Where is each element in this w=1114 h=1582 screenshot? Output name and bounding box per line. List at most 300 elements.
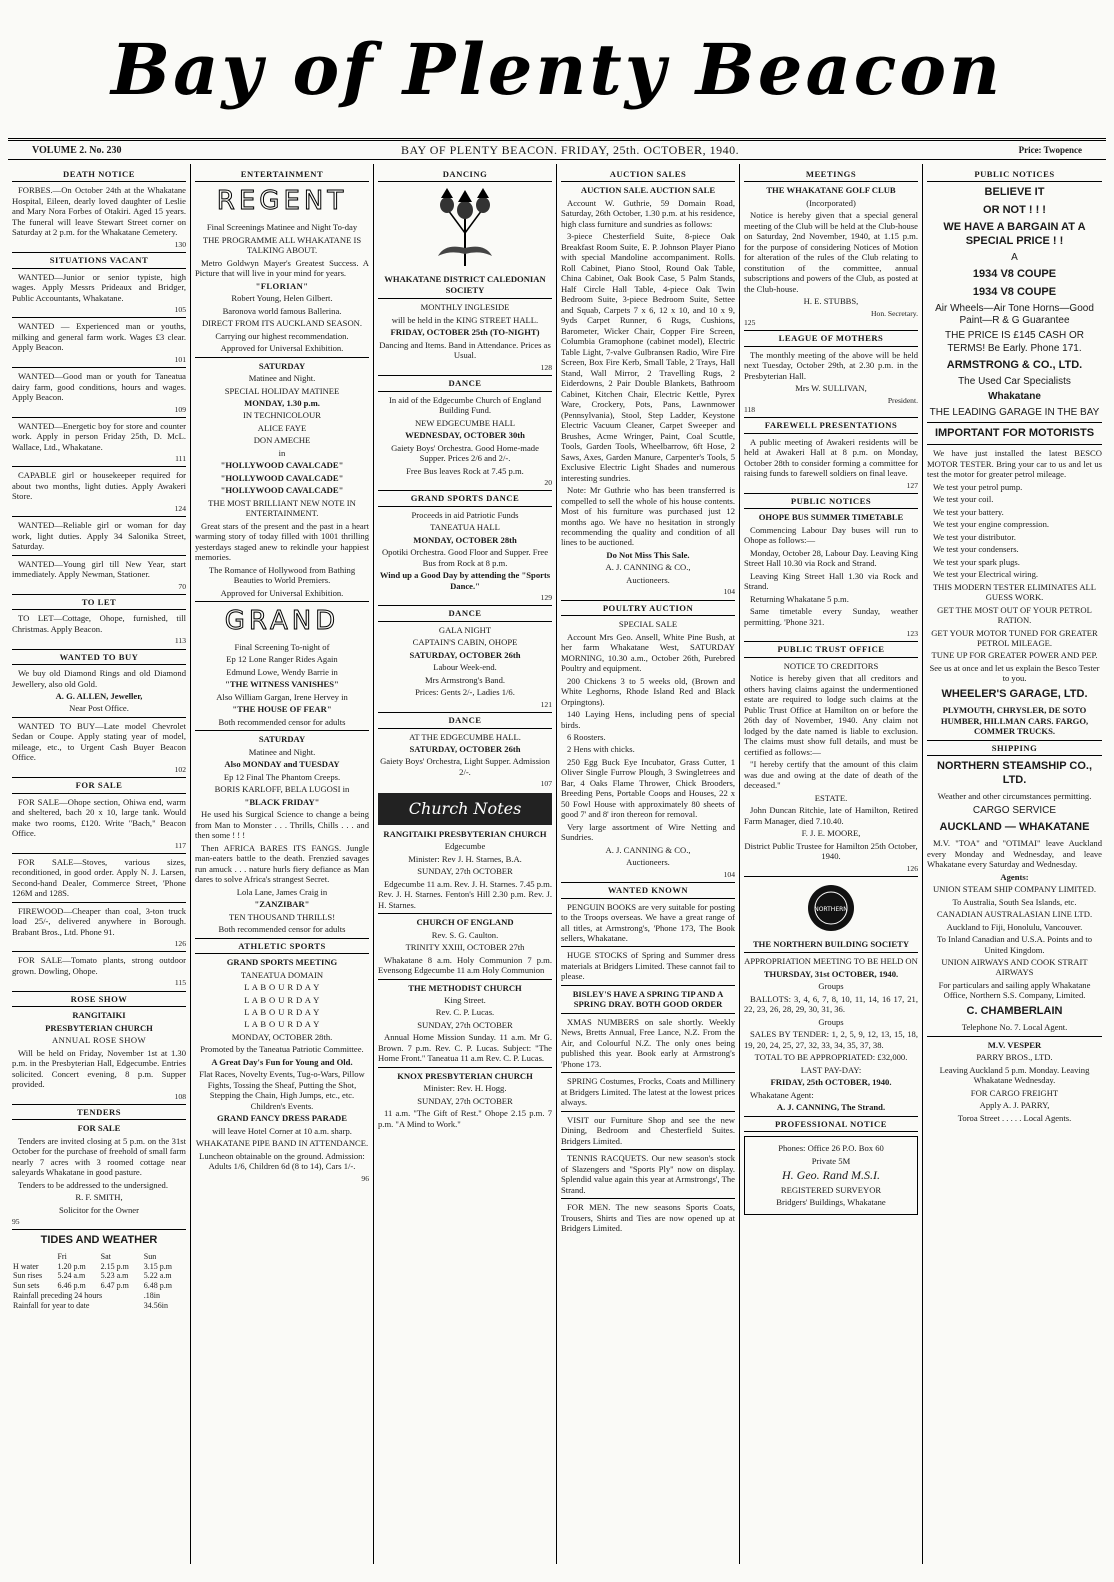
divider [561,1111,735,1112]
divider [378,979,552,980]
cinema-line: THE PROGRAMME ALL WHAKATANE IS TALKING ABOUT. [202,234,362,256]
dateline-center: BAY OF PLENTY BEACON. FRIDAY, 25th. OCTOBER, 1940. [400,142,740,157]
club-line: (Incorporated) [806,197,856,208]
ad-number: 109 [174,404,186,414]
cinema-line: in [278,447,286,458]
divider [561,985,735,986]
pto-text: John Duncan Ritchie, late of Hamilton, Retired Farm Manager, died 7.10.40. [744,805,918,826]
tides-cell: Rainfall preceding 24 hours [13,1290,103,1300]
tides-cell: Sun sets [13,1281,40,1291]
tides-header-cell [12,1252,56,1262]
dance-line: SATURDAY, OCTOBER 26th [409,649,521,660]
church-name: THE METHODIST CHURCH [408,982,522,993]
masthead [8,0,1106,138]
ad-line: Weather and other circumstances permitting. [937,791,1092,802]
classified-ad: We buy old Diamond Rings and old Diamond Jewellery, also old Gold. [12,668,186,689]
wanted-known-ad: XMAS NUMBERS on sale shortly. Weekly News, Bretts Annual, Free Lance, N.Z. From the Air, and Colourful N.Z. The only ones being published this year. Book early at Armstrong's 'Phone 173. [561,1016,735,1069]
signatory-title: Hon. Secretary. [871,308,918,318]
surveyor-title: REGISTERED SURVEYOR [780,1184,882,1195]
film-title: "FLORIAN" [255,280,309,291]
society-line: APPROPRIATION MEETING TO BE HELD ON [744,956,918,967]
tides-row [12,1271,186,1281]
cinema-line: He used his Surgical Science to change a being from Man to Monster . . . Thrills, Chills . . . and then some ! ! ! [195,809,369,841]
ad-line: THIS MODERN TESTER ELIMINATES ALL GUESS WORK. [932,581,1097,603]
cinema-line: BORIS KARLOFF, BELA LUGOSI in [214,784,350,795]
ad-headline: IMPORTANT FOR MOTORISTS [934,426,1095,439]
column-1 [8,164,191,1564]
sports-line: A Great Day's Fun for Young and Old. [211,1056,353,1067]
tides-row [12,1301,186,1311]
ad-line: PLYMOUTH, CHRYSLER, DE SOTO HUMBER, HILLMAN CARS. FARGO, COMMER TRUCKS. [940,705,1089,737]
divider [195,601,369,602]
section-heading: WANTED KNOWN [561,882,735,898]
ad-headline: AUCKLAND — WHAKATANE [939,820,1090,833]
tides-cell: Sun rises [13,1271,43,1281]
surveyor-phones: Phones: Office 26 P.O. Box 60 [778,1143,884,1154]
ad-headline: WHEELER'S GARAGE, LTD. [941,687,1088,700]
dance-line: Labour Week-end. [433,662,497,673]
bus-heading: OHOPE BUS SUMMER TIMETABLE [758,512,904,523]
sports-line: WHAKATANE PIPE BAND IN ATTENDANCE. [195,1138,369,1149]
tides-cell: 1.20 p.m [57,1261,86,1271]
ad-line: See us at once and let us explain the Besco Tester to you. [929,662,1100,684]
classified-ad: WANTED—Junior or senior typiste, high wages. Apply Messrs Prideaux and Bridger, Public Accountants, Whakatane. [12,271,186,303]
society-line: LAST PAY-DAY: [800,1064,862,1075]
ad-line: UNION STEAM SHIP COMPANY LIMITED. [932,884,1097,895]
price: Price: Twopence [1018,145,1082,155]
cinema-line: DON AMECHE [253,435,311,446]
dance-line: Prices: Gents 2/-, Ladies 1/6. [415,687,515,698]
section-heading: PROFESSIONAL NOTICE [744,1116,918,1132]
ad-line: GET YOUR MOTOR TUNED FOR GREATER PETROL MILEAGE. [931,627,1098,648]
bus-text: Returning Whakatane 5 p.m. [750,593,849,604]
column-3 [374,164,557,1564]
film-title: "HOLLYWOOD CAVALCADE" [220,460,344,471]
society-line: TOTAL TO BE APPROPRIATED: £32,000. [754,1052,908,1063]
ad-headline: OR NOT ! ! ! [983,203,1046,216]
tenders-signature: R. F. SMITH, [75,1192,123,1203]
auction-text: Account Mrs Geo. Ansell, White Pine Bush, at her farm Whakatane West, SATURDAY MORNING, 10.30 a.m., October 26th, Purebred Poultry and equipment. [561,631,735,674]
test-list-item: We test your petrol pump. [933,481,1023,492]
dance-line: Mrs Armstrong's Band. [424,674,506,685]
tides-header-cell: Sun [143,1251,157,1261]
divider [561,1149,735,1150]
bus-text: Monday, October 28, Labour Day. Leaving King Street Hall 10.30 via Rock and Strand. [744,547,918,569]
column-2 [191,164,374,1564]
divider [927,444,1102,445]
auctioneer-title: Auctioneers. [626,857,670,868]
labour-day-line: L A B O U R D A Y [244,1006,320,1017]
signatory: F. J. E. MOORE, [801,828,861,839]
divider [12,951,186,952]
northern-logo-icon [744,883,918,933]
divider [744,876,918,877]
ad-number: 129 [540,593,552,603]
ad-number: 113 [174,636,186,646]
auction-text: Do Not Miss This Sale. [606,549,690,560]
auction-text: 2 Hens with chicks. [567,744,635,755]
section-heading: FOR SALE [12,777,186,793]
divider [12,717,186,718]
bus-text: Same timetable every Sunday, weather permitting. 'Phone 321. [744,606,918,627]
tenders-text: Tenders to be addressed to the undersigned. [18,1179,168,1190]
cinema-line: Matinee and Night. [248,373,316,384]
surveyor-address: Bridgers' Buildings, Whakatane [776,1197,886,1208]
church-line: 11 a.m. "The Gift of Rest." Ohope 2.15 p.m. 7 p.m. "A Mind to Work." [378,1108,552,1129]
film-title: "THE HOUSE OF FEAR" [232,704,332,715]
church-line: Rev. C. P. Lucas. [435,1007,495,1018]
cinema-line: IN TECHNICOLOUR [243,410,321,421]
society-line: Groups [818,981,844,992]
classified-ad: FOR SALE—Stoves, various sizes, reconditioned, in good order. Apply N. J. Larsen, Second-hand Dealer, Commerce Street, 'Phone 126M and 128S. [12,856,186,899]
church-line: SUNDAY, 27th OCTOBER [417,866,513,877]
ad-line: CANADIAN AUSTRALASIAN LINE LTD. [936,909,1093,920]
column-4 [557,164,740,1564]
tenders-subheading: FOR SALE [77,1123,121,1134]
ad-number: 123 [906,629,918,639]
regent-logo: REGENT [216,186,348,217]
test-list-item: We test your coil. [933,494,994,505]
film-title: "THE WITNESS VANISHES" [225,679,339,690]
columns [8,164,1106,1564]
dance-line: Dancing and Items. Band in Attendance. Prices as Usual. [379,339,551,361]
tides-cell: 5.24 a.m [57,1271,86,1281]
film-title: "BLACK FRIDAY" [244,796,320,807]
church-line: Whakatane 8 a.m. Holy Communion 7 p.m. Evensong Edgecumbe 11 a.m Holy Communion [378,954,552,976]
bus-text: Commencing Labour Day buses will run to Ohope as follows:— [744,524,918,546]
ad-number: 108 [174,1091,186,1101]
cinema-line: The Romance of Hollywood from Bathing Beauties to World Premiers. [208,564,356,586]
ad-headline: WE HAVE A BARGAIN AT A SPECIAL PRICE ! ! [943,221,1086,247]
cinema-line: Approved for Universal Exhibition. [220,587,344,598]
tides-cell: Rainfall for year to date [13,1300,90,1310]
section-heading: MEETINGS [744,167,918,182]
church-line: Rev. S. G. Caulton. [431,929,499,940]
section-heading: LEAGUE OF MOTHERS [744,330,918,346]
church-line: King Street. [444,994,486,1005]
ad-line: The Used Car Specialists [958,376,1071,388]
classified-ad: FIREWOOD—Cheaper than coal, 3-ton truck load 25/-, delivered anywhere in Borough. Brabant Bros., Ltd. Phone 91. [12,905,186,937]
sports-line: Flat Races, Novelty Events, Tug-o-Wars, Pillow Fights, Tossing the Sheaf, Putting the Shot, Stepping the Chain, High Jumps, etc., etc. Children's Events. [199,1069,365,1111]
section-heading: PUBLIC NOTICES [927,167,1102,182]
divider [927,422,1102,423]
cinema-line: Approved for Universal Exhibition. [220,343,344,354]
ad-line: THE LEADING GARAGE IN THE BAY [929,406,1100,418]
cinema-line: Metro Goldwyn Mayer's Greatest Success. A Picture that will live in your mind for years. [195,257,369,279]
church-notes-banner: Church Notes [378,793,552,825]
dance-line: NEW EDGECUMBE HALL [414,417,516,428]
divider [378,1067,552,1068]
divider [195,357,369,358]
tides-cell: 5.23 a.m [100,1271,129,1281]
ad-line: To Australia, South Sea Islands, etc. [952,896,1077,907]
wanted-known-ad: BISLEY'S HAVE A SPRING TIP AND A SPRING DRAY. BOTH GOOD ORDER [572,988,724,1010]
ad-headline: C. CHAMBERLAIN [966,1004,1063,1017]
church-name: RANGITAIKI PRESBYTERIAN CHURCH [383,828,547,839]
ad-number: 104 [723,587,735,597]
ad-number: 130 [174,239,186,249]
dance-line: MONTHLY INGLESIDE [420,302,510,313]
divider [12,466,186,467]
cinema-line: Baronova world famous Ballerina. [222,305,342,316]
pto-subheading: NOTICE TO CREDITORS [783,660,879,671]
section-heading: ROSE SHOW [12,991,186,1007]
ad-line: Auckland to Fiji, Honolulu, Vancouver. [946,921,1083,932]
cinema-line: Also MONDAY and TUESDAY [224,759,340,770]
auctioneer-title: Auctioneers. [626,574,670,585]
ad-number: 127 [906,480,918,490]
ad-number: 107 [540,779,552,789]
section-heading: POULTRY AUCTION [561,600,735,616]
tides-header-cell: Fri [57,1251,67,1261]
divider [195,730,369,731]
auction-text: 200 Chickens 3 to 5 weeks old, (Brown and White Leghorns, Rhode Island Red and Black Orpingtons). [561,675,735,707]
tides-row [12,1262,186,1272]
advertiser-address: Near Post Office. [69,703,129,714]
divider [561,1013,735,1014]
meeting-text: A public meeting of Awakeri residents will be held at Awakeri Hall at 8 p.m. on Monday, October 28th to consider forming a committee for raising funds to farewell soldiers on final leave. [744,436,918,479]
cinema-line: SPECIAL HOLIDAY MATINEE [224,385,340,396]
ad-number: 115 [174,978,186,988]
ad-number: 125 [744,318,756,328]
section-heading: FAREWELL PRESENTATIONS [744,417,918,433]
ad-line: For particulars and sailing apply Whakatane Office, Northern S.S. Company, Limited. [938,979,1091,1001]
wanted-known-ad: FOR MEN. The new seasons Sports Coats, Trousers, Shirts and Ties are now opened up at Bridgers Limited. [561,1202,735,1234]
ad-number: 111 [175,454,186,464]
classified-ad: WANTED—Energetic boy for store and counter work. Apply in person Friday 25th, D. McL. Wallace, Ltd., Whakatane. [12,420,186,452]
society-line: Groups [818,1016,844,1027]
auction-text: Very large assortment of Wire Netting and Sundries. [561,821,735,843]
cinema-line: Matinee and Night. [248,746,316,757]
church-line: Minister: Rev J. H. Starnes, B.A. [408,853,522,864]
surveyor-card [744,1136,918,1215]
society-line: THURSDAY, 31st OCTOBER, 1940. [763,968,899,979]
divider [12,367,186,368]
dateline [8,138,1106,160]
divider [927,1036,1102,1037]
dance-line: Opotiki Orchestra. Good Floor and Supper. Free Bus from Rock at 8 p.m. [381,547,549,568]
signatory: H. E. STUBBS, [803,296,859,307]
church-line: SUNDAY, 27th OCTOBER [417,1095,513,1106]
church-line: Annual Home Mission Sunday. 11 a.m. Mr G. Brown. 7 p.m. Rev. C. P. Lucas. Subject: "The Home Front." Taneatua 11 a.m Rev. C. P. Lucas. [378,1032,552,1064]
dance-line: Proceeds in aid Patriotic Funds [411,509,519,520]
society-line: BALLOTS: 3, 4, 6, 7, 8, 10, 11, 14, 16 17, 21, 22, 23, 26, 28, 29, 30, 31, 36. [744,993,918,1015]
cinema-line: Final Screening To-night of [234,641,330,652]
auction-text: 3-piece Chesterfield Suite, 8-piece Oak Breakfast Room Suite, E. P. Johnson Player Piano with special Mandoline accompaniment. Rolls. Roll Cabinet, Piano Stool, Round Oak Table, China Cabinet, Oak Book Case, 5 Palm Stands, Half Circle Hall Table, 4-piece Oak Twin Bedroom Suite, 3-piece Bedroom Suite, Settee and Squab, Carpets 7 x 6, 12 x 10, and 10 x 9, 9yds Carpet Runner, 6 Rugs, Cushions, Barometer, Wicker Chair, Copper Fire Screen, Columbia Gramophone (cabinet model), Electric Table Light, 7-valve Gulbransen Radio, Wire Fire Screen, Box Fire Kerb, Small Table, 2 Trays, Hall Stand, Wall Mirror, 2 Travelling Rugs, 2 Eiderdowns, 2 Pair Double Blankets, Bathroom Cabinet, Kitchen Chair, Electric Kettle, Pyrex Ware, Crockery, Pots, Pans, Lawnmower (Pennsylvania), Stool, Step Ladder, Keystone Electric Vacuum Cleaner, Carpet Sweeper and Brushes, Acme Wringer, Paint, Coal Scuttle, Tools, Garden Tools, Wheelbarrow, 6ft Hose, 2 Saws, Axes, Garden Manure, Carpenter's Tools, 5 Exclusive Electric Light Shades and numerous interesting sundries. [561,231,735,483]
auction-text: 250 Egg Buck Eye Incubator, Grass Cutter, 1 Oliver Single Furrow Plough, 3 Swingletrees and Bar, 4 Oaks Flame Thrower, Chick Brooders, Breeding Pens, Portable Coops and Houses, 22 x 50 Fowl House with approximately 80 sheets of good 7' and 8' iron thereon for removal. [561,756,735,820]
film-title: "ZANZIBAR" [254,899,310,910]
auction-subheading: AUCTION SALE. AUCTION SALE [580,185,716,196]
society-line: A. J. CANNING, The Strand. [776,1102,886,1113]
ad-line: TUNE UP FOR GREATER POWER AND PEP. [931,650,1098,661]
tides-heading: TIDES AND WEATHER [40,1234,158,1247]
auction-subheading: SPECIAL SALE [618,619,678,630]
divider [12,1229,186,1230]
section-heading: ATHLETIC SPORTS [195,938,369,954]
church-line: TRINITY XXIII, OCTOBER 27th [405,942,525,953]
signatory-title: President. [887,395,918,405]
tides-table [12,1252,186,1311]
classified-ad: WANTED TO BUY—Late model Chevrolet Sedan or Coupe. Apply stating year of model, mileage, etc., to Urgent Cash Buyer Beacon Office. [12,720,186,763]
film-title: "HOLLYWOOD CAVALCADE" [220,472,344,483]
section-heading: TO LET [12,594,186,610]
cinema-line: Great stars of the present and the past in a heart warming story of today filled with 1001 thrilling yesterdays staged anew to rekindle your happiest memories. [195,520,369,563]
wanted-known-ad: SPRING Costumes, Frocks, Coats and Millinery at Bridgers Limited. The latest at the lowest prices always. [561,1076,735,1108]
auction-text: Note: Mr Guthrie who has been transferred is compelled to sell the whole of his house contents. Most of his furniture was purchased just 12 months ago. We have no hesitation in strongly recommending the quality and condition of all lines to be auctioned. [561,485,735,548]
cinema-line: TEN THOUSAND THRILLS! [228,911,336,922]
auctioneer-name: A. J. CANNING & CO., [605,844,691,855]
meeting-text: Notice is hereby given that a special general meeting of the Club will be held at the Club-house on Saturday, 2nd November, 1940, at 1.15 p.m. for the purpose of considering Notices of Motion for alteration of the rules of the Club relating to constitution of the committee, annual subscriptions and powers of the Club, as posted at the Club-house. [744,210,918,294]
ad-line: To Inland Canadian and U.S.A. Points and to United Kingdom. [936,934,1093,955]
section-heading: SITUATIONS VACANT [12,252,186,268]
sports-date: MONDAY, OCTOBER 28th. [231,1031,333,1042]
classified-ad: FOR SALE—Ohope section, Ohiwa end, warm and sheltered, bach 20 x 10, large tank. Would make two rooms, £120. Write "Bach," Beacon Office. [12,796,186,839]
cinema-line: SATURDAY [258,360,306,371]
tides-header-cell: Sat [100,1251,111,1261]
cinema-line: SATURDAY [258,734,306,745]
church-line: Minister: Rev. H. Hogg. [423,1083,507,1094]
section-heading: GRAND SPORTS DANCE [378,490,552,506]
cinema-line: Then AFRICA BARES ITS FANGS. Jungle man-eaters battle to the death. Frenzied savages run amuck . . . nature hurls fiery defiance as Man dares to solve Africa's strangest Secret. [195,842,369,885]
cinema-line: Final Screenings Matinee and Night To-day [206,222,358,233]
dance-line: Free Bus leaves Rock at 7.45 p.m. [406,465,524,476]
ad-line: UNION AIRWAYS AND COOK STRAIT AIRWAYS [941,957,1088,978]
ad-number: 20 [544,478,552,487]
dance-line: GALA NIGHT [438,624,492,635]
dance-line: TANEATUA HALL [430,522,500,533]
rose-show-church: PRESBYTERIAN CHURCH [45,1022,153,1033]
tides-cell: .18in [143,1290,161,1300]
cinema-line: ALICE FAYE [257,422,307,433]
club-name: THE WHAKATANE GOLF CLUB [766,185,896,196]
tides-header-row [12,1252,186,1262]
advertiser-name: A. G. ALLEN, Jeweller, [55,690,143,701]
signatory-title: District Public Trustee for Hamilton 25th October, 1940. [744,840,918,862]
ad-line: THE PRICE IS £145 CASH OR TERMS! Be Early. Phone 171. [945,330,1084,354]
ad-number: 104 [723,869,735,879]
section-heading: ENTERTAINMENT [195,167,369,182]
ad-headline: 1934 V8 COUPE [972,285,1057,298]
ad-text: M.V. "TOA" and "OTIMAI" leave Auckland every Monday and Wednesday, and leave Whakatane every Saturday and Wednesday. [927,838,1102,870]
classified-ad: FOR SALE—Tomato plants, strong outdoor grown. Dowling, Ohope. [12,955,186,976]
divider [12,853,186,854]
ad-number: 126 [174,939,186,949]
cinema-line: THE MOST BRILLIANT NEW NOTE IN ENTERTAINMENT. [208,497,356,519]
dance-line: will be held in the KING STREET HALL. [391,314,539,325]
divider [378,913,552,914]
ad-number: 128 [540,362,552,372]
northern-logo-text: NORTHERN [814,905,848,913]
wanted-known-ad: PENGUIN BOOKS are very suitable for posting to the Troops overseas. We have a great range of all titles, at Armstrong's, 'Phone 173, The Book sellers, Whakatane. [561,901,735,943]
section-heading: DANCING [378,167,552,182]
ad-number: 117 [174,840,186,850]
ad-number: 121 [540,699,552,709]
section-heading: TENDERS [12,1104,186,1120]
classified-ad: WANTED—Reliable girl or woman for day work, light duties. Apply 34 Salonika Street, Saturday. [12,520,186,552]
auctioneer-name: A. J. CANNING & CO., [605,562,691,573]
tides-cell: 6.47 p.m [100,1281,129,1291]
section-heading: PUBLIC TRUST OFFICE [744,641,918,657]
divider [561,1198,735,1199]
divider [561,946,735,947]
auction-text: 6 Roosters. [567,731,606,742]
ad-text: We have just installed the latest BESCO MOTOR TESTER. Bring your car to us and let us test the motor for greater petrol mileage. [927,448,1102,480]
dance-line: CAPTAIN'S CABIN, OHOPE [412,637,518,648]
tides-cell: H water [13,1261,39,1271]
dance-line: Gaiety Boys' Orchestra, Light Supper. Admission 2/-. [380,756,550,777]
ad-number: 118 [744,404,756,414]
society-name: WHAKATANE DISTRICT CALEDONIAN SOCIETY [384,274,546,295]
bus-text: Leaving King Street Hall 1.30 via Rock and Strand. [744,570,918,592]
labour-day-line: L A B O U R D A Y [244,994,320,1005]
tides-cell: 6.46 p.m [57,1281,86,1291]
wanted-known-ad: TENNIS RACQUETS. Our new season's stock of Slazengers and "Sports Ply" now on display. Splendid value again this year at Armstrongs', The Strand. [561,1153,735,1195]
sports-line: will leave Hotel Corner at 10 a.m. sharp. [212,1125,352,1136]
ad-line: Telephone No. 7. Local Agent. [961,1022,1068,1033]
ad-headline: BELIEVE IT [984,186,1045,199]
ad-line: Agents: [1000,871,1029,882]
ad-line: FOR CARGO FREIGHT [970,1087,1059,1098]
section-heading: PUBLIC NOTICES [744,493,918,509]
classified-ad: TO LET—Cottage, Ohope, furnished, till Christmas. Apply Beacon. [12,613,186,634]
cinema-line: Lola Lane, James Craig in [236,886,328,897]
society-name: THE NORTHERN BUILDING SOCIETY [752,938,910,949]
pto-text: "I hereby certify that the amount of this claim was due and owing at the date of death of the deceased." [744,759,918,791]
divider [12,902,186,903]
divider [12,417,186,418]
divider [12,317,186,318]
dance-line: FRIDAY, OCTOBER 25th (TO-NIGHT) [390,327,540,338]
church-line: Edgecumbe [444,841,486,852]
ad-number: 105 [174,305,186,315]
ad-number: 95 [12,1217,20,1227]
test-list-item: We test your engine compression. [933,519,1050,530]
sports-line: GRAND FANCY DRESS PARADE [217,1113,347,1124]
column-6 [923,164,1106,1564]
auction-text: Account W. Guthrie, 59 Domain Road, Saturday, 26th October, 1.30 p.m. at his residence, high class furniture and sundries as follows: [561,197,735,229]
signatory: Mrs W. SULLIVAN, [795,383,867,394]
pto-text: ESTATE. [814,792,848,803]
sports-line: Luncheon obtainable on the ground. Admission: Adults 1/6, Children 6d (8 to 14), Cars 1/-. [199,1150,365,1172]
masthead-title: Bay of Plenty Beacon [110,27,1004,111]
society-line: SALES BY TENDER: 1, 2, 5, 9, 12, 13, 15, 18, 19, 20, 24, 25, 27, 32, 33, 34, 35, 37, 38. [744,1029,918,1050]
section-heading: WANTED TO BUY [12,649,186,665]
cinema-line: Carrying our highest recommendation. [215,330,349,341]
test-list-item: We test your spark plugs. [933,556,1020,567]
cinema-line: MONDAY, 1.30 p.m. [244,397,320,408]
wanted-known-ad: HUGE STOCKS of Spring and Summer dress materials at Bridgers Limited. These cannot fail to please. [561,950,735,982]
tenders-text: Tenders are invited closing at 5 p.m. on the 31st October for the purchase of freehold of small farm nearly 7 acres with 3 roomed cottage near saleyards Whakatane in good pasture. [12,1135,186,1178]
tides-cell: 6.48 p.m [143,1281,173,1291]
society-line: FRIDAY, 25th OCTOBER, 1940. [770,1077,892,1088]
test-list-item: We test your condensers. [933,544,1019,555]
cinema-line: Also William Gargan, Irene Hervey in [216,691,348,702]
ad-line: CARGO SERVICE [972,804,1057,816]
divider [12,516,186,517]
ad-number: 124 [174,503,186,513]
volume-number: VOLUME 2. No. 230 [32,144,122,156]
test-list-item: We test your Electrical wiring. [933,569,1039,580]
ad-headline: NORTHERN STEAMSHIP CO., LTD. [936,760,1093,786]
surveyor-name: H. Geo. Rand M.S.I. [782,1168,880,1183]
pto-text: Notice is hereby given that all creditors and others having claims against the undermentioned estate are required to lodge such claims at the Public Trust Office at Hamilton on or before the 26th day of November, 1940. Any claim not lodged by the date named is liable to exclusion. The claims must show full details, and must be certified as follows:— [744,673,918,757]
divider [378,298,552,299]
ad-number: 102 [174,764,186,774]
classified-ad: WANTED—Good man or youth for Taneatua dairy farm, good conditions, hours and wages. Apply Beacon. [12,371,186,403]
ad-line: M.V. VESPER [987,1039,1042,1050]
ad-line: Whakatane [988,391,1041,403]
section-heading: DANCE [378,375,552,391]
